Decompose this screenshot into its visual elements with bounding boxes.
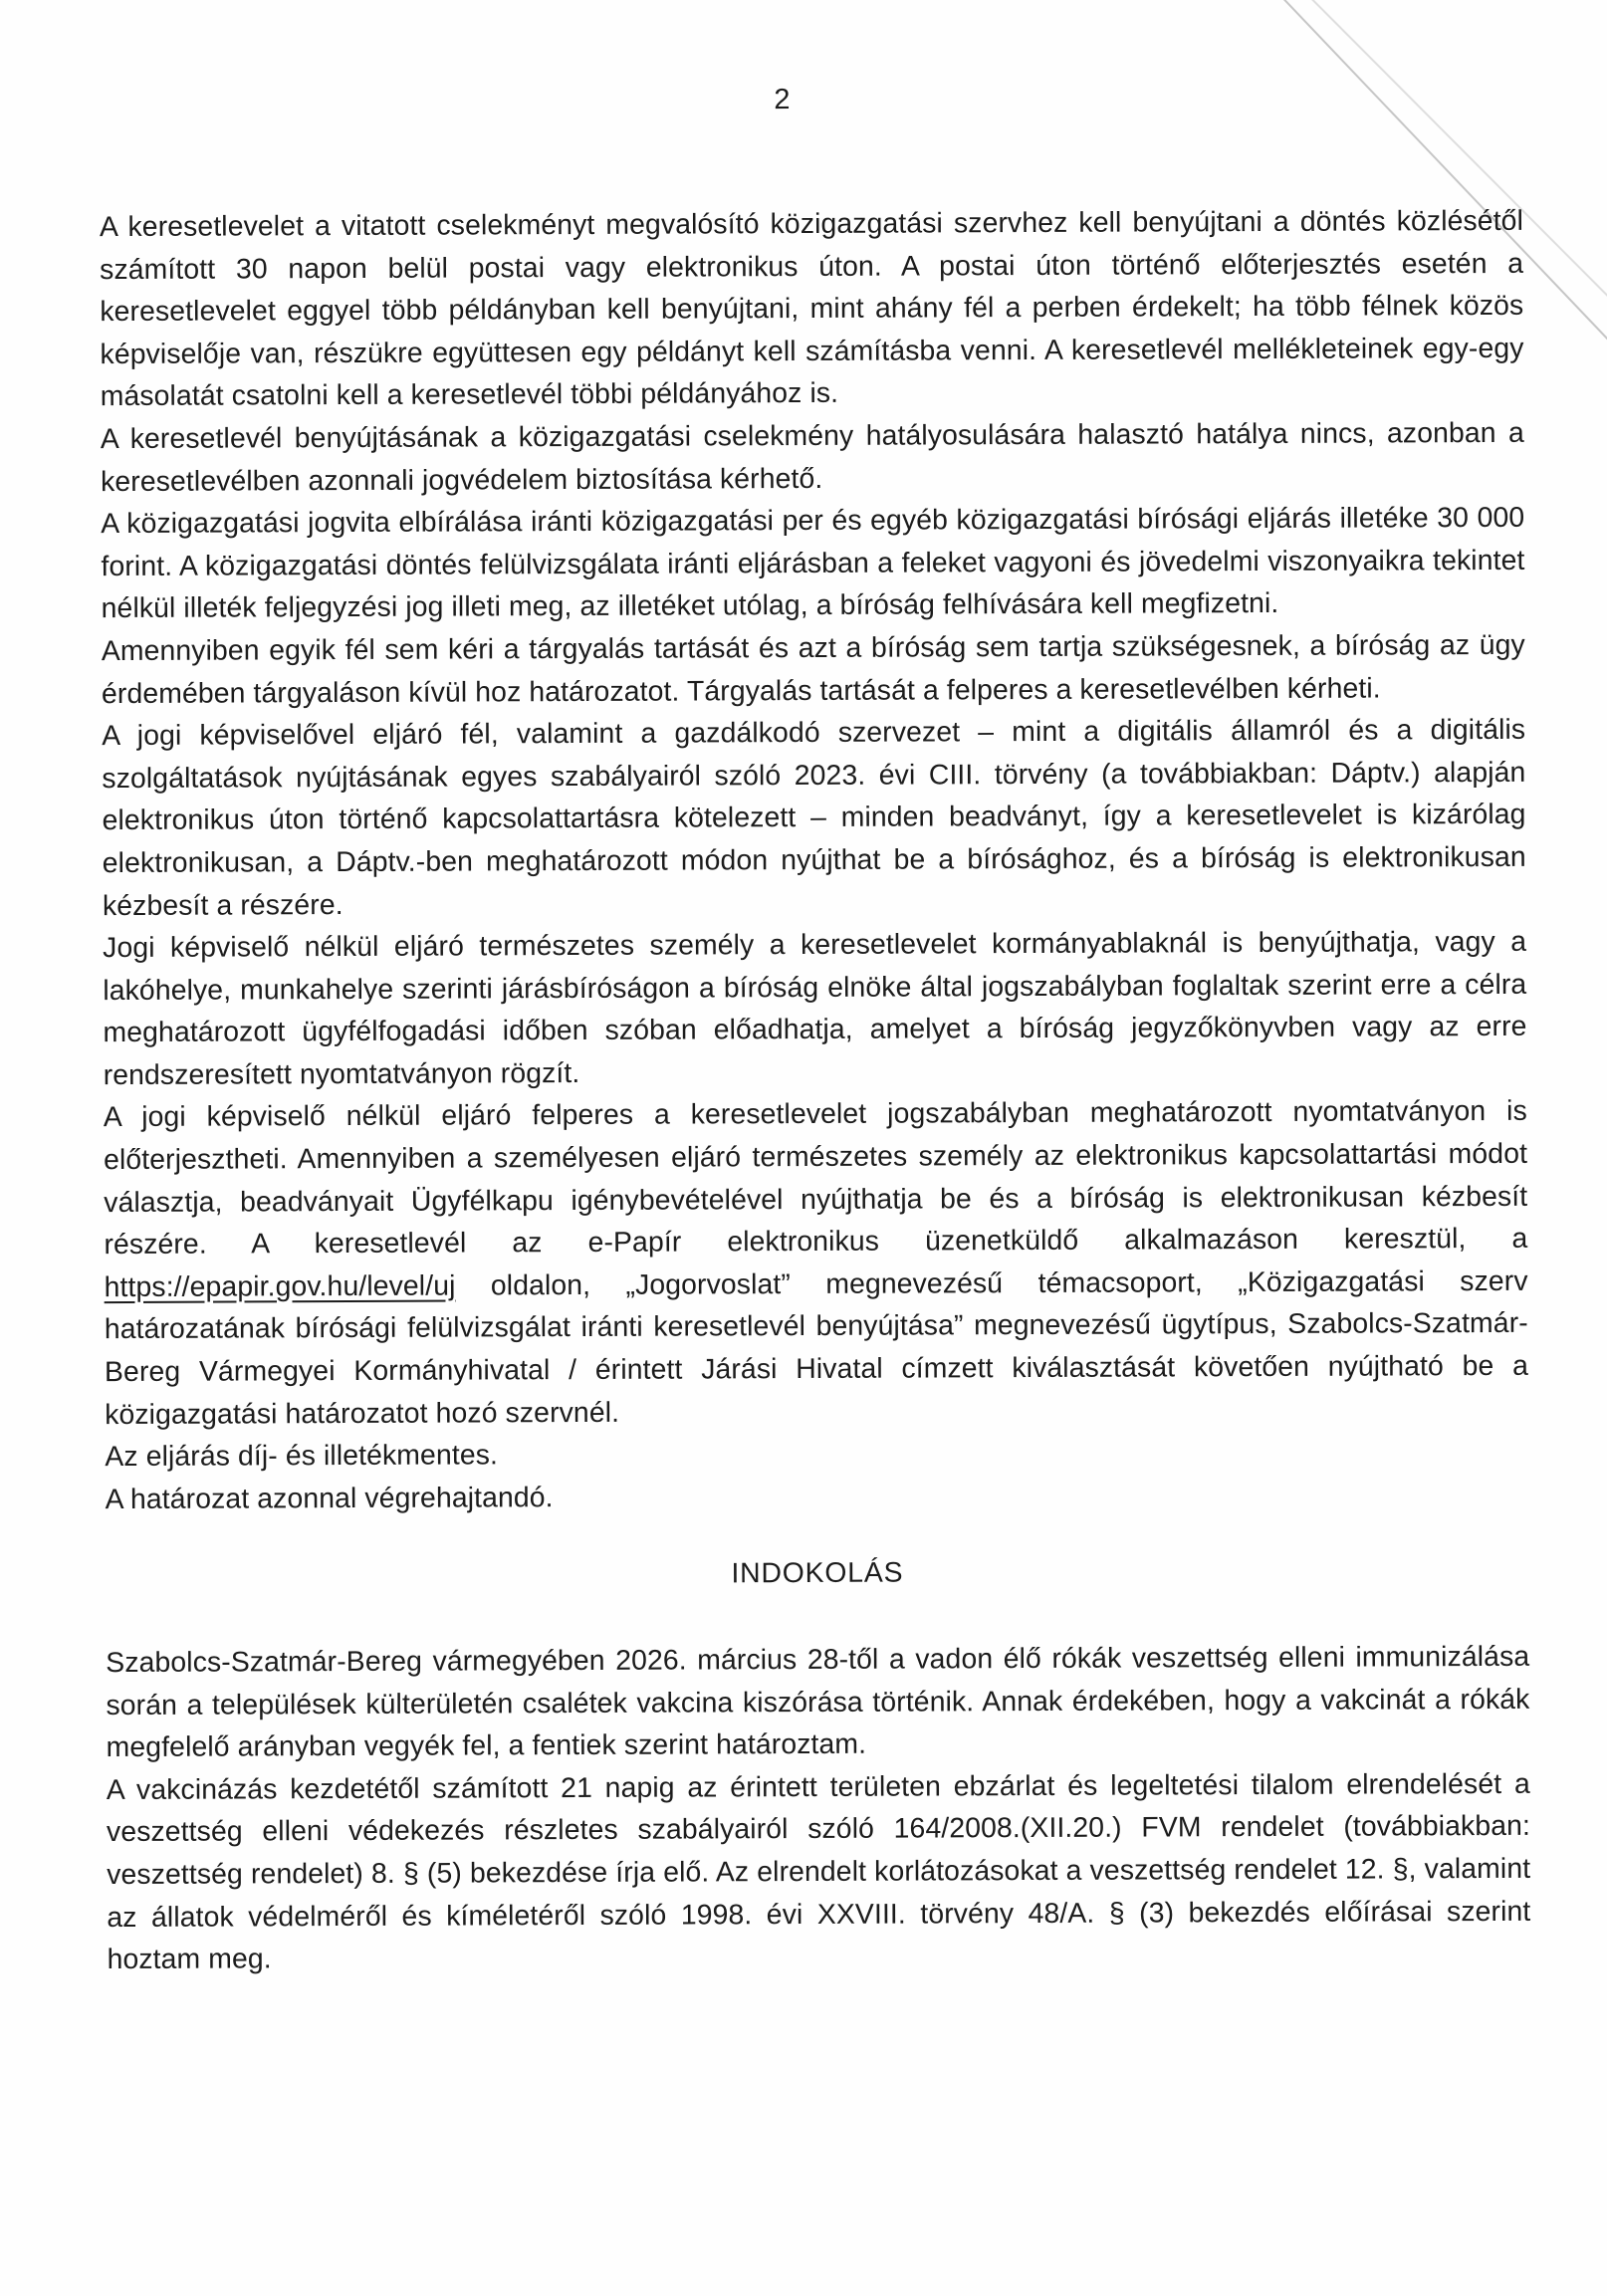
paragraph-legal-rep-electronic: A jogi képviselővel eljáró fél, valamint a gazdálkodó szervezet – mint a digitális államról és a digitális szolgáltatások nyújtásának egyes szabályairól szóló 2023. évi CIII. törvény (a továbbiakban: Dáptv.) alapján elektronikus úton történő kapcsolattartásra kötelezett – minden beadványt, így a keresetlevelet is kizárólag elektronikusan, a Dáptv.-ben meghatározott módon nyújthat be a bírósághoz, és a bíróság is elektronikusan kézbesít a részére. — [102, 713, 1526, 922]
paragraph-hearing-request: Amennyiben egyik fél sem kéri a tárgyalás tartását és azt a bíróság sem tartja szükségesnek, a bíróság az ügy érdemében tárgyaláson kívül hoz határozatot. Tárgyalás tartását a felperes a keresetlevélben kérheti. — [101, 628, 1525, 710]
paragraph-vaccination-program: Szabolcs-Szatmár-Bereg vármegyében 2026. március 28-től a vadon élő rókák veszettség elleni immunizálása során a települések külterületén csalétek vakcina kiszórása történik. Annak érdekében, hogy a vakcinát a rókák megfelelő arányban vegyék fel, a fentiek szerint határoztam. — [106, 1640, 1530, 1764]
paragraph-immediate-execution: A határozat azonnal végrehajtandó. — [105, 1481, 554, 1515]
paragraph-fee-exemption: Az eljárás díj- és illetékmentes. — [105, 1439, 499, 1474]
paragraph-legal-basis: A vakcinázás kezdetétől számított 21 napig az érintett területen ebzárlat és legeltetési tilalom elrendelését a veszettség elleni védekezés részletes szabályairól szóló 164/2008.(XII.20.) FVM rendelet (továbbiakban: veszettség rendelet) 8. § (5) bekezdése írja elő. Az elrendelt korlátozásokat a veszettség rendelet 12. §, valamint az állatok védelméről és kíméletéről szóló 1998. évi XXVIII. törvény 48/A. § (3) bekezdés előírásai szerint hoztam meg. — [106, 1767, 1531, 1976]
paragraph-suspensive-effect: A keresetlevél benyújtásának a közigazgatási cselekmény hatályosulására halasztó hatálya nincs, azonban a keresetlevélben azonnali jogvédelem biztosítása kérhető. — [100, 416, 1524, 498]
document-body — [100, 200, 1531, 1981]
paragraph-epapir-submission — [104, 1090, 1528, 1436]
epapir-text-before: A jogi képviselő nélkül eljáró felperes a keresetlevelet jogszabályban meghatározott nyomtatványon is előterjesztheti. Amennyiben a személyesen eljáró természetes személy az elektronikus kapcsolattartási módot választja, beadványait Ügyfélkapu igénybevételével nyújthatja be és a bíróság is elektronikusan kézbesít részére. A keresetlevél az e-Papír elektronikus üzenetküldő alkalmazáson keresztül, a — [103, 1095, 1528, 1262]
epapir-text-after: oldalon, „Jogorvoslat” megnevezésű témacsoport, „Közigazgatási szerv határozatának bírósági felülvizsgálat iránti keresetlevél benyújtása” megnevezésű ügytípus, Szabolcs-Szatmár-Bereg Vármegyei Kormányhivatal / érintett Járási Hivatal címzett kiválasztását követően nyújtható be a közigazgatási határozatot hozó szervnél. — [104, 1264, 1529, 1431]
page-number: 2 — [774, 84, 791, 116]
paragraph-no-legal-rep-personal: Jogi képviselő nélkül eljáró természetes személy a keresetlevelet kormányablaknál is benyújthatja, vagy a lakóhelye, munkahelye szerinti járásbíróságon a bíróság elnöke által jogszabályban foglaltak szerint erre a célra meghatározott ügyfélfogadási időben szóban előadhatja, amelyet a bíróság jegyzőkönyvben vagy az erre rendszeresített nyomtatványon rögzít. — [103, 925, 1527, 1091]
epapir-url-link[interactable]: https://epapir.gov.hu/level/uj — [104, 1269, 456, 1303]
paragraph-submission-rules: A keresetlevelet a vitatott cselekményt megvalósító közigazgatási szervhez kell benyújtani a döntés közlésétől számított 30 napon belül postai vagy elektronikus úton. A postai úton történő előterjesztés esetén a keresetlevelet eggyel több példányban kell benyújtani, mint ahány fél a perben érdekelt; ha több félnek közös képviselője van, részükre együttesen egy példányt kell számításba venni. A keresetlevél mellékleteinek egy-egy másolatát csatolni kell a keresetlevél többi példányához is. — [99, 204, 1524, 413]
paragraph-court-fees: A közigazgatási jogvita elbírálása iránti közigazgatási per és egyéb közigazgatási bírósági eljárás illetéke 30 000 forint. A közigazgatási döntés felülvizsgálata iránti eljárásban a feleket vagyoni és jövedelmi viszonyaikra tekintet nélkül illeték feljegyzési jog illeti meg, az illetéket utólag, a bíróság felhívására kell megfizetni. — [101, 501, 1525, 625]
section-heading-indokolas: INDOKOLÁS — [731, 1556, 904, 1590]
